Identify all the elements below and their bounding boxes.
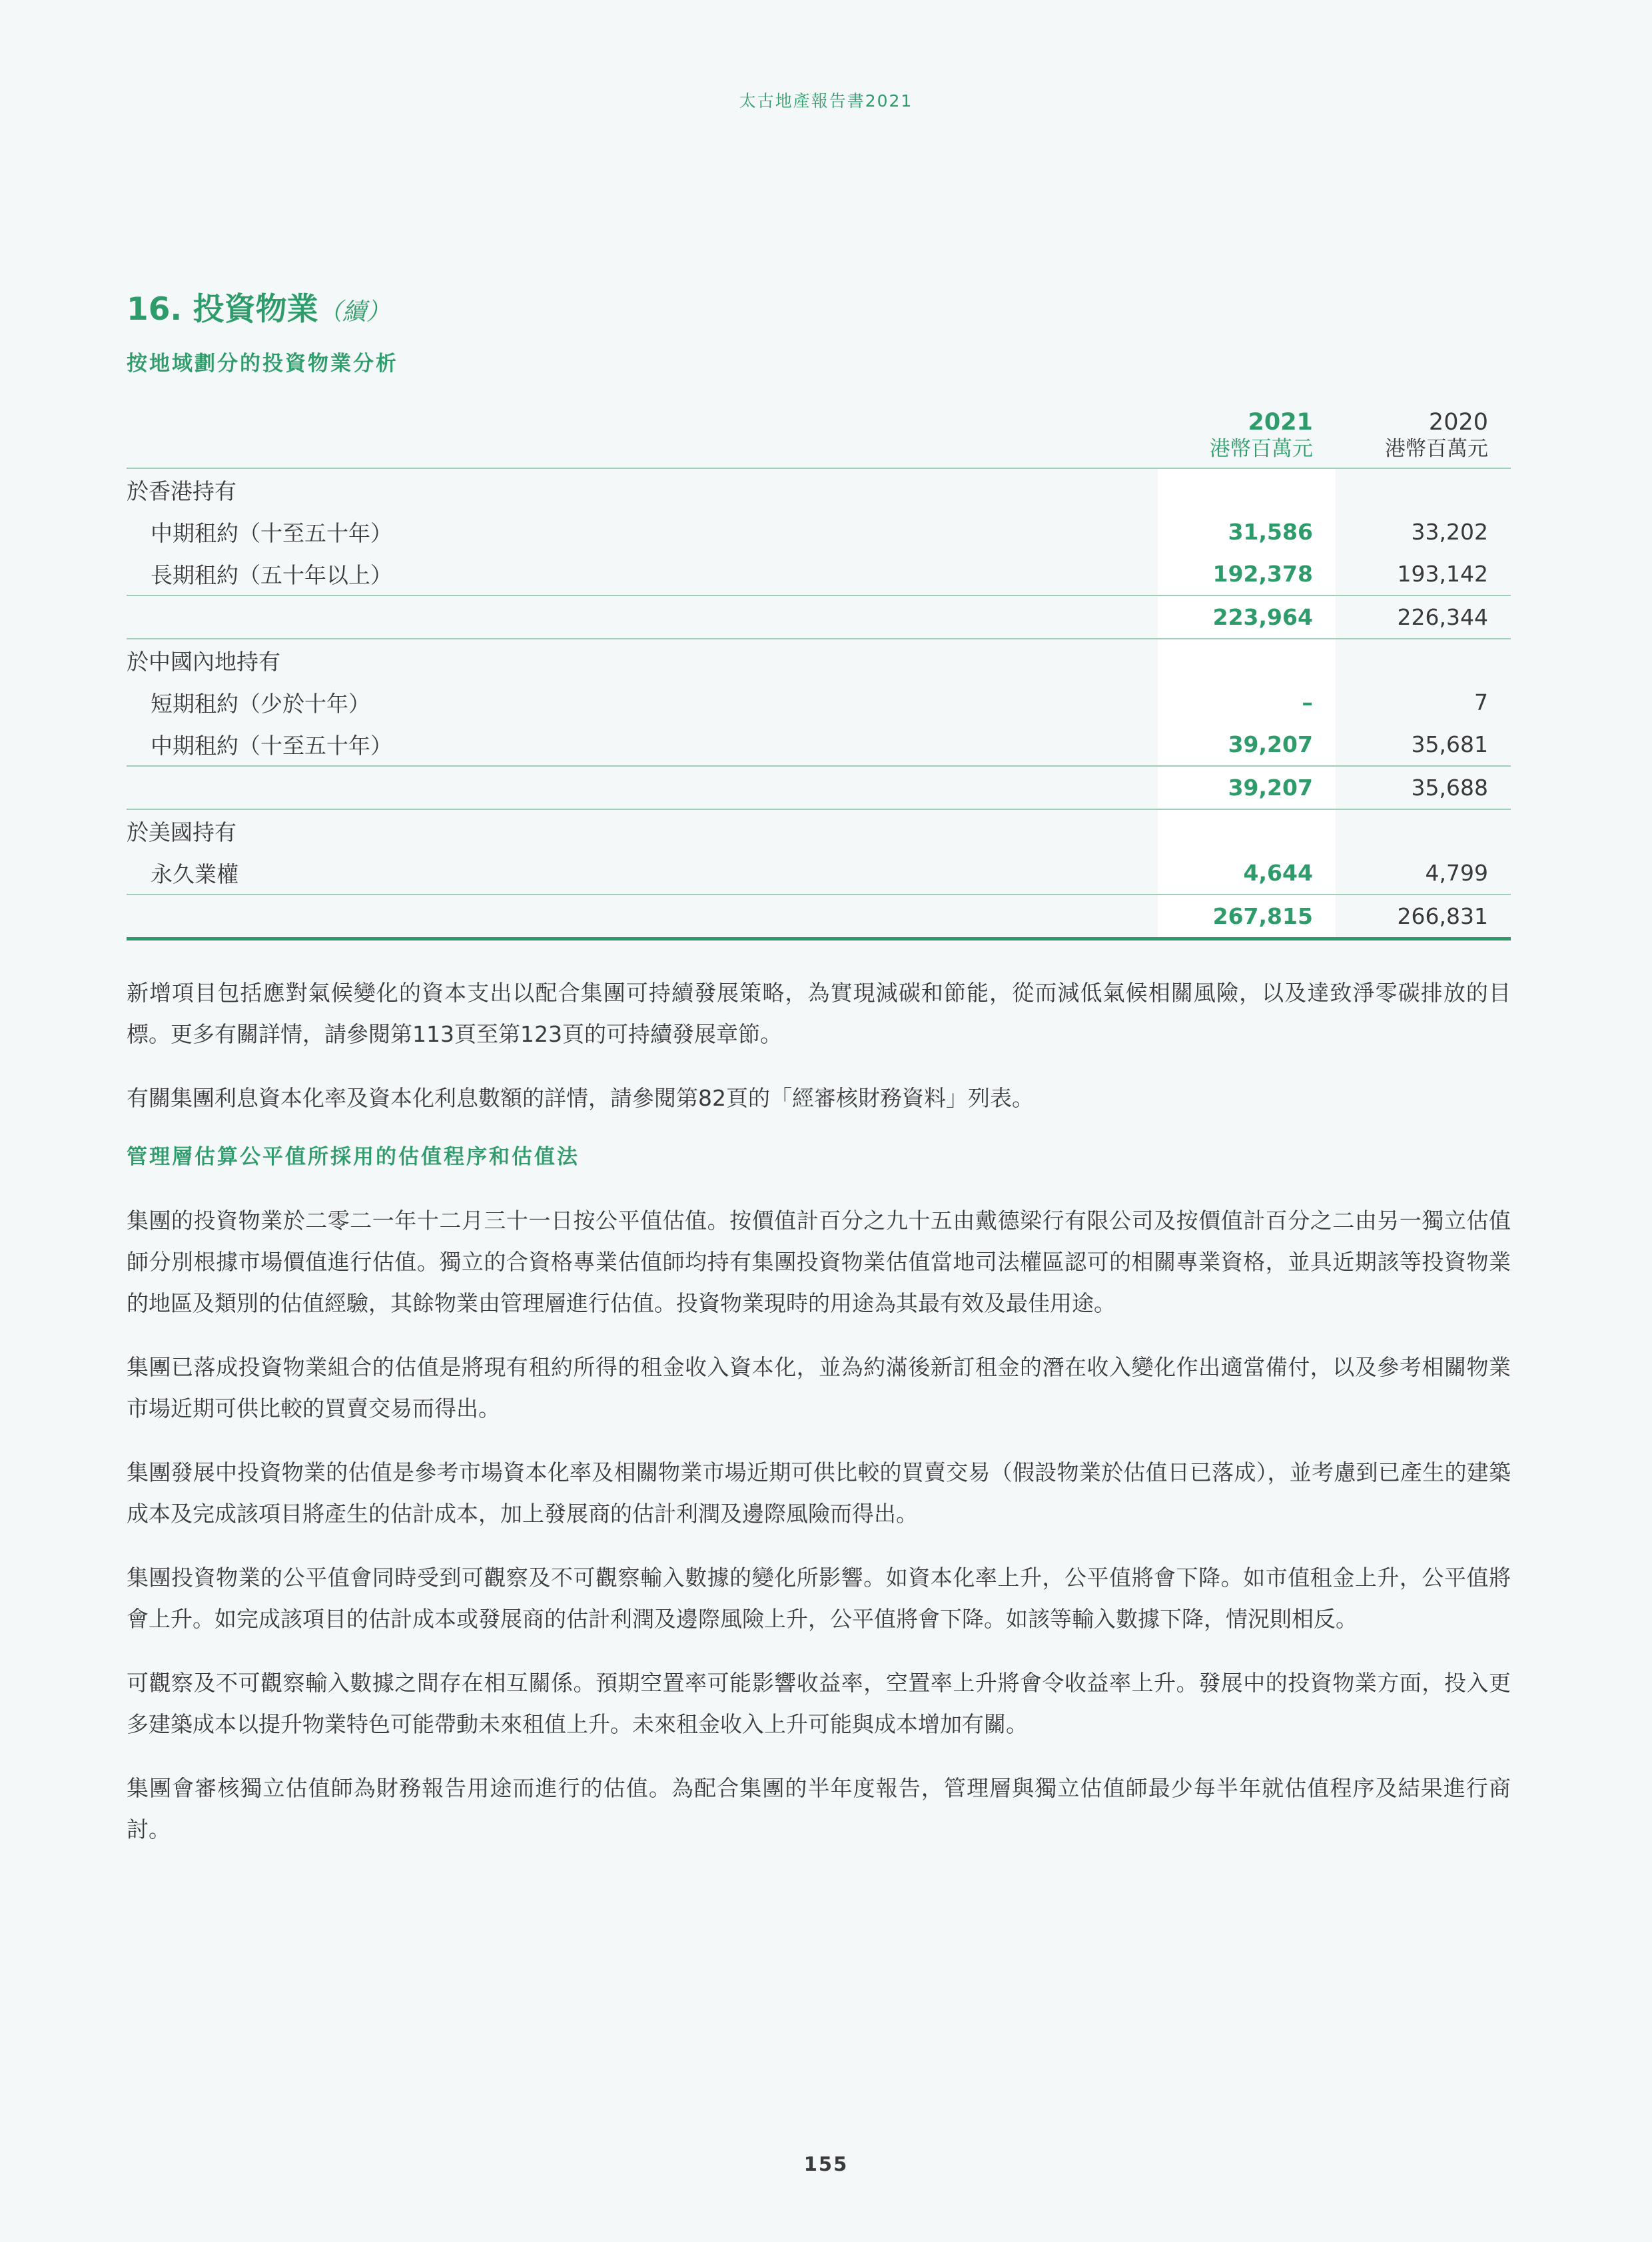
year-2020: 2020 (1428, 409, 1488, 436)
group-heading-cn: 於中國內地持有 (127, 639, 1511, 681)
paragraph-interest: 有關集團利息資本化率及資本化利息數額的詳情，請參閱第82頁的「經審核財務資料」列表。 (127, 1085, 1034, 1111)
column-2021-header (1158, 405, 1336, 468)
table-subheading: 按地域劃分的投資物業分析 (127, 352, 398, 376)
table-row: 長期租約（五十年以上） 192,378 193,142 (127, 553, 1511, 595)
page-number: 155 (803, 2153, 849, 2175)
paragraph-development: 集團發展中投資物業的估值是參考市場資本化率及相關物業市場近期可供比較的買賣交易（假設物業於估值日已落成），並考慮到已產生的建築成本及完成該項目將產生的估計成本，加上發展商的估計利潤及邊際風險而得出。 (127, 1459, 1511, 1527)
continued-label: （續） (318, 298, 390, 326)
grand-total-row: 267,815 266,831 (127, 895, 1511, 939)
paragraph-valuation: 集團的投資物業於二零二一年十二月三十一日按公平值估值。按價值計百分之九十五由戴德梁行有限公司及按價值計百分之二由另一獨立估值師分別根據市場價值進行估值。獨立的合資格專業估值師均持有集團投資物業估值當地司法權區認可的相關專業資格，並具近期該等投資物業的地區及類別的估值經驗，其餘物業由管理層進行估值。投資物業現時的用途為其最有效及最佳用途。 (127, 1208, 1511, 1316)
paragraph-completed: 集團已落成投資物業組合的估值是將現有租約所得的租金收入資本化，並為約滿後新訂租金的潛在收入變化作出適當備付，以及參考相關物業市場近期可供比較的買賣交易而得出。 (127, 1354, 1511, 1421)
section-title (127, 286, 1511, 333)
table-header-row (127, 405, 1511, 468)
paragraph-capex: 新增項目包括應對氣候變化的資本支出以配合集團可持續發展策略，為實現減碳和節能，從而減低氣候相關風險，以及達致淨零碳排放的目標。更多有關詳情，請參閱第113頁至第123頁的可持續發展章節。 (127, 980, 1511, 1047)
subtotal-row-hk: 223,964 226,344 (127, 595, 1511, 639)
paragraph-inputs: 集團投資物業的公平值會同時受到可觀察及不可觀察輸入數據的變化所影響。如資本化率上升，公平值將會下降。如市值租金上升，公平值將會上升。如完成該項目的估計成本或發展商的估計利潤及邊際風險上升，公平值將會下降。如該等輸入數據下降，情況則相反。 (127, 1565, 1511, 1632)
subtotal-row-cn: 39,207 35,688 (127, 766, 1511, 809)
column-2020-header (1336, 405, 1511, 468)
group-heading-hk: 於香港持有 (127, 468, 1511, 511)
year-2021: 2021 (1248, 409, 1313, 436)
running-header: 太古地產報告書2021 (739, 91, 913, 111)
valuation-subheading: 管理層估算公平值所採用的估值程序和估值法 (127, 1145, 580, 1169)
table-row: 中期租約（十至五十年） 39,207 35,681 (127, 723, 1511, 766)
page-content (127, 286, 1511, 1850)
unit-2021: 港幣百萬元 (1209, 437, 1313, 461)
investment-property-table (127, 405, 1511, 940)
section-number-title: 16. 投資物業 (127, 291, 318, 328)
unit-2020: 港幣百萬元 (1385, 437, 1488, 461)
group-heading-us: 於美國持有 (127, 809, 1511, 852)
paragraph-relationships: 可觀察及不可觀察輸入數據之間存在相互關係。預期空置率可能影響收益率，空置率上升將會令收益率上升。發展中的投資物業方面，投入更多建築成本以提升物業特色可能帶動未來租值上升。未來租金收入上升可能與成本增加有關。 (127, 1670, 1511, 1737)
table-row: 永久業權 4,644 4,799 (127, 852, 1511, 895)
table-row: 中期租約（十至五十年） 31,586 33,202 (127, 511, 1511, 553)
table-row: 短期租約（少於十年） – 7 (127, 681, 1511, 723)
paragraph-review: 集團會審核獨立估值師為財務報告用途而進行的估值。為配合集團的半年度報告，管理層與獨立估值師最少每半年就估值程序及結果進行商討。 (127, 1775, 1511, 1842)
